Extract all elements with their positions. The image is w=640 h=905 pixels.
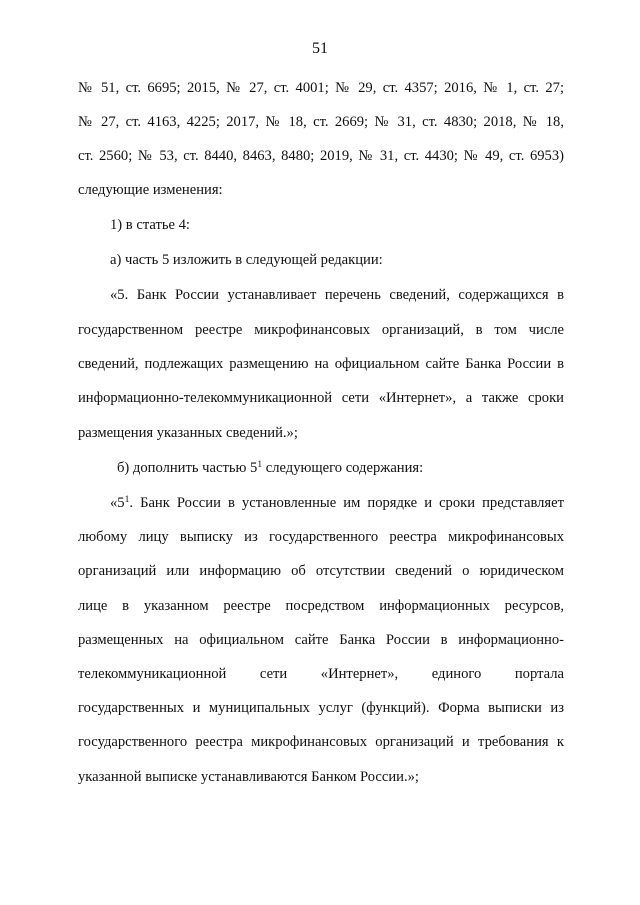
- list-item-heading: 1) в статье 4:: [110, 217, 190, 233]
- text-line: сведений, подлежащих размещению на официальном сайте Банка России в: [78, 356, 564, 372]
- text-line: телекоммуникационной сети «Интернет», единого портала: [78, 666, 564, 682]
- text-fragment: б) дополнить частью 5: [117, 460, 258, 476]
- text-line: любому лицу выписку из государственного реестра микрофинансовых: [78, 529, 564, 545]
- text-line: государственном реестре микрофинансовых организаций, в том числе: [78, 322, 564, 338]
- text-line: государственного реестра микрофинансовых организаций и требования к: [78, 734, 564, 750]
- sublist-item-heading: а) часть 5 изложить в следующей редакции:: [110, 252, 383, 268]
- superscript: 1: [257, 460, 263, 470]
- text-line: информационно-телекоммуникационной сети «Интернет», а также сроки: [78, 390, 564, 406]
- sublist-item-heading: [117, 459, 564, 479]
- text-line: лице в указанном реестре посредством информационных ресурсов,: [78, 598, 564, 614]
- text-line: государственных и муниципальных услуг (функций). Форма выписки из: [78, 700, 564, 716]
- text-line: № 27, ст. 4163, 4225; 2017, № 18, ст. 2669; № 31, ст. 4830; 2018, № 18,: [78, 114, 564, 130]
- text-line: ст. 2560; № 53, ст. 8440, 8463, 8480; 2019, № 31, ст. 4430; № 49, ст. 6953): [78, 148, 564, 164]
- text-line: размещенных на официальном сайте Банка России в информационно-: [78, 632, 564, 648]
- page-number: 51: [312, 40, 328, 57]
- text-line: [110, 494, 564, 514]
- text-line: указанной выписке устанавливаются Банком России.»;: [78, 769, 419, 785]
- text-fragment: следующего содержания:: [262, 460, 424, 476]
- text-line: размещения указанных сведений.»;: [78, 425, 298, 441]
- text-line: следующие изменения:: [78, 182, 223, 198]
- text-fragment: . Банк России в установленные им порядке и сроки представляет: [129, 495, 564, 511]
- text-line: № 51, ст. 6695; 2015, № 27, ст. 4001; № 29, ст. 4357; 2016, № 1, ст. 27;: [78, 80, 564, 96]
- superscript: 1: [124, 495, 130, 505]
- text-line: «5. Банк России устанавливает перечень сведений, содержащихся в: [110, 287, 564, 303]
- text-line: организаций или информацию об отсутствии сведений о юридическом: [78, 563, 564, 579]
- text-fragment: «5: [110, 495, 125, 511]
